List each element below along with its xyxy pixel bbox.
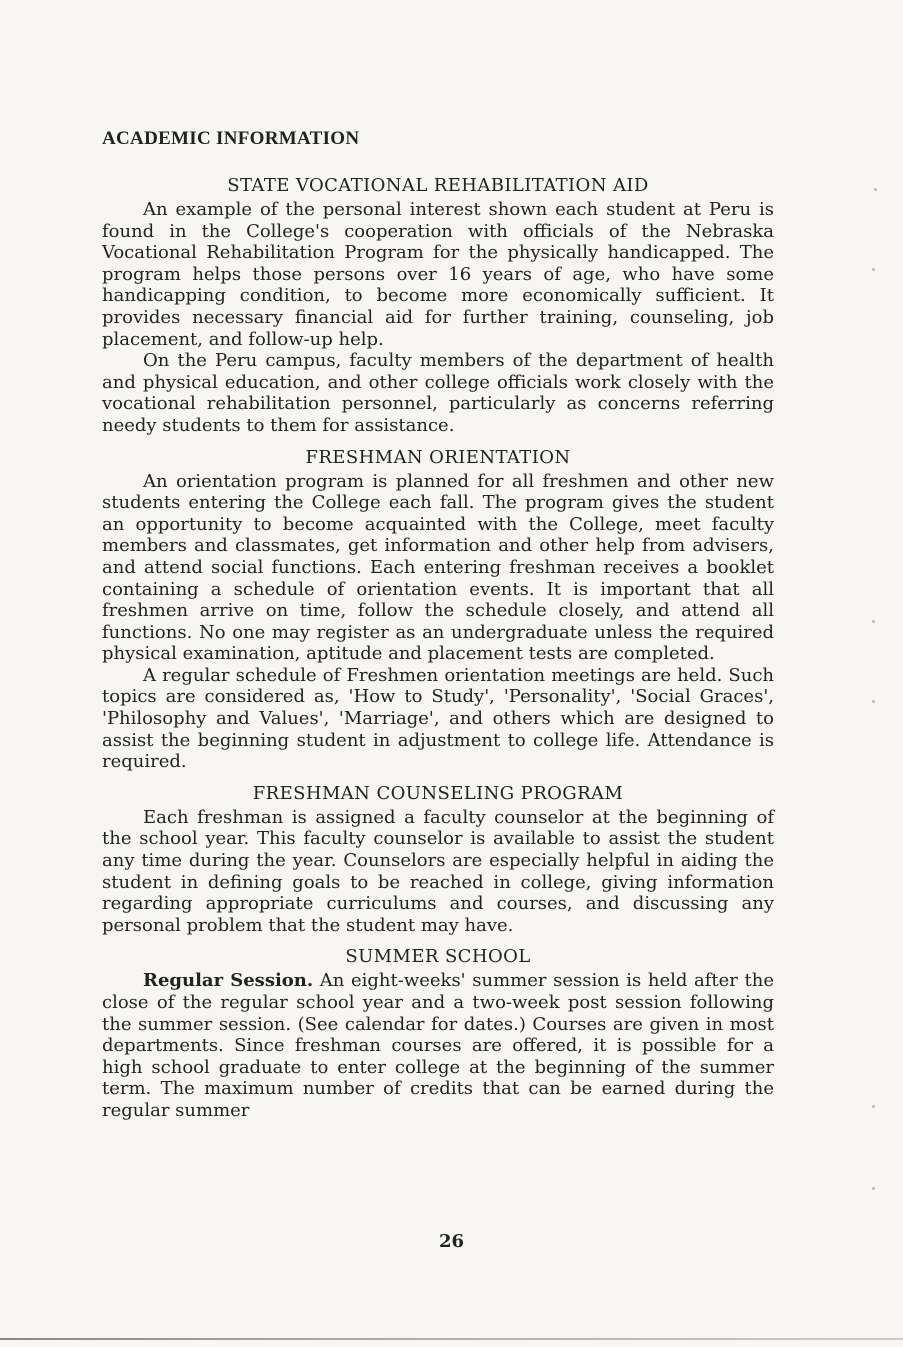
paragraph bbox=[102, 970, 774, 1121]
running-head: ACADEMIC INFORMATION bbox=[102, 128, 360, 149]
page-content bbox=[102, 128, 774, 1132]
section-summer-school bbox=[102, 946, 774, 1121]
section-rehabilitation bbox=[102, 175, 774, 437]
section-heading: STATE VOCATIONAL REHABILITATION AID bbox=[227, 175, 649, 196]
page-bottom-edge bbox=[0, 1338, 903, 1340]
scan-speck bbox=[872, 268, 875, 271]
section-counseling bbox=[102, 783, 774, 937]
paragraph: On the Peru campus, faculty members of the department of health and physical education, and other college officials work closely with the vocational rehabilitation personnel, particularly as concerns referring needy students to them for assistance. bbox=[102, 350, 774, 436]
paragraph: A regular schedule of Freshmen orientation meetings are held. Such topics are considered as, 'How to Study', 'Personality', 'Social Graces', 'Philosophy and Values', 'Marriage', and others which are designed to assist the beginning student in adjustment to college life. Attendance is required. bbox=[102, 664, 774, 773]
scan-speck bbox=[872, 1187, 875, 1190]
paragraph-text: An eight-weeks' summer session is held after the close of the regular school year and a two-week post session following the summer session. (See calendar for dates.) Courses are given in most departments. Since freshman courses are offered, it is possible for a high school graduate to enter college at the beginning of the summer term. The maximum number of credits that can be earned during the regular summer bbox=[102, 970, 774, 1121]
run-in-heading: Regular Session. bbox=[143, 970, 314, 992]
scan-speck bbox=[874, 188, 877, 191]
paragraph: An example of the personal interest shown each student at Peru is found in the College's cooperation with officials of the Nebraska Vocational Rehabilitation Program for the physically handicapped. The program helps those persons over 16 years of age, who have some handicapping condition, to become more economically sufficient. It provides necessary financial aid for further training, counseling, job placement, and follow-up help. bbox=[102, 199, 774, 350]
section-heading: FRESHMAN COUNSELING PROGRAM bbox=[252, 782, 624, 804]
paragraph: Each freshman is assigned a faculty counselor at the beginning of the school year. This faculty counselor is available to assist the student any time during the year. Counselors are especially helpful in aiding the student in defining goals to be reached in college, giving information regarding appropriate curriculums and courses, and discussing any personal problem that the student may have. bbox=[102, 806, 774, 936]
scan-speck bbox=[872, 620, 875, 623]
paragraph: An orientation program is planned for all freshmen and other new students entering the College each fall. The program gives the student an opportunity to become acquainted with the College, meet faculty members and classmates, get information and other help from advisers, and attend social functions. Each entering freshman receives a booklet containing a schedule of orientation events. It is important that all freshmen arrive on time, follow the schedule closely, and attend all functions. No one may register as an undergraduate unless the required physical examination, aptitude and placement tests are completed. bbox=[102, 470, 774, 665]
page-number: 26 bbox=[438, 1231, 465, 1252]
section-heading: SUMMER SCHOOL bbox=[345, 946, 531, 968]
scan-speck bbox=[872, 1105, 875, 1108]
section-orientation bbox=[102, 447, 774, 773]
section-heading: FRESHMAN ORIENTATION bbox=[305, 446, 571, 468]
scan-speck bbox=[872, 700, 875, 703]
